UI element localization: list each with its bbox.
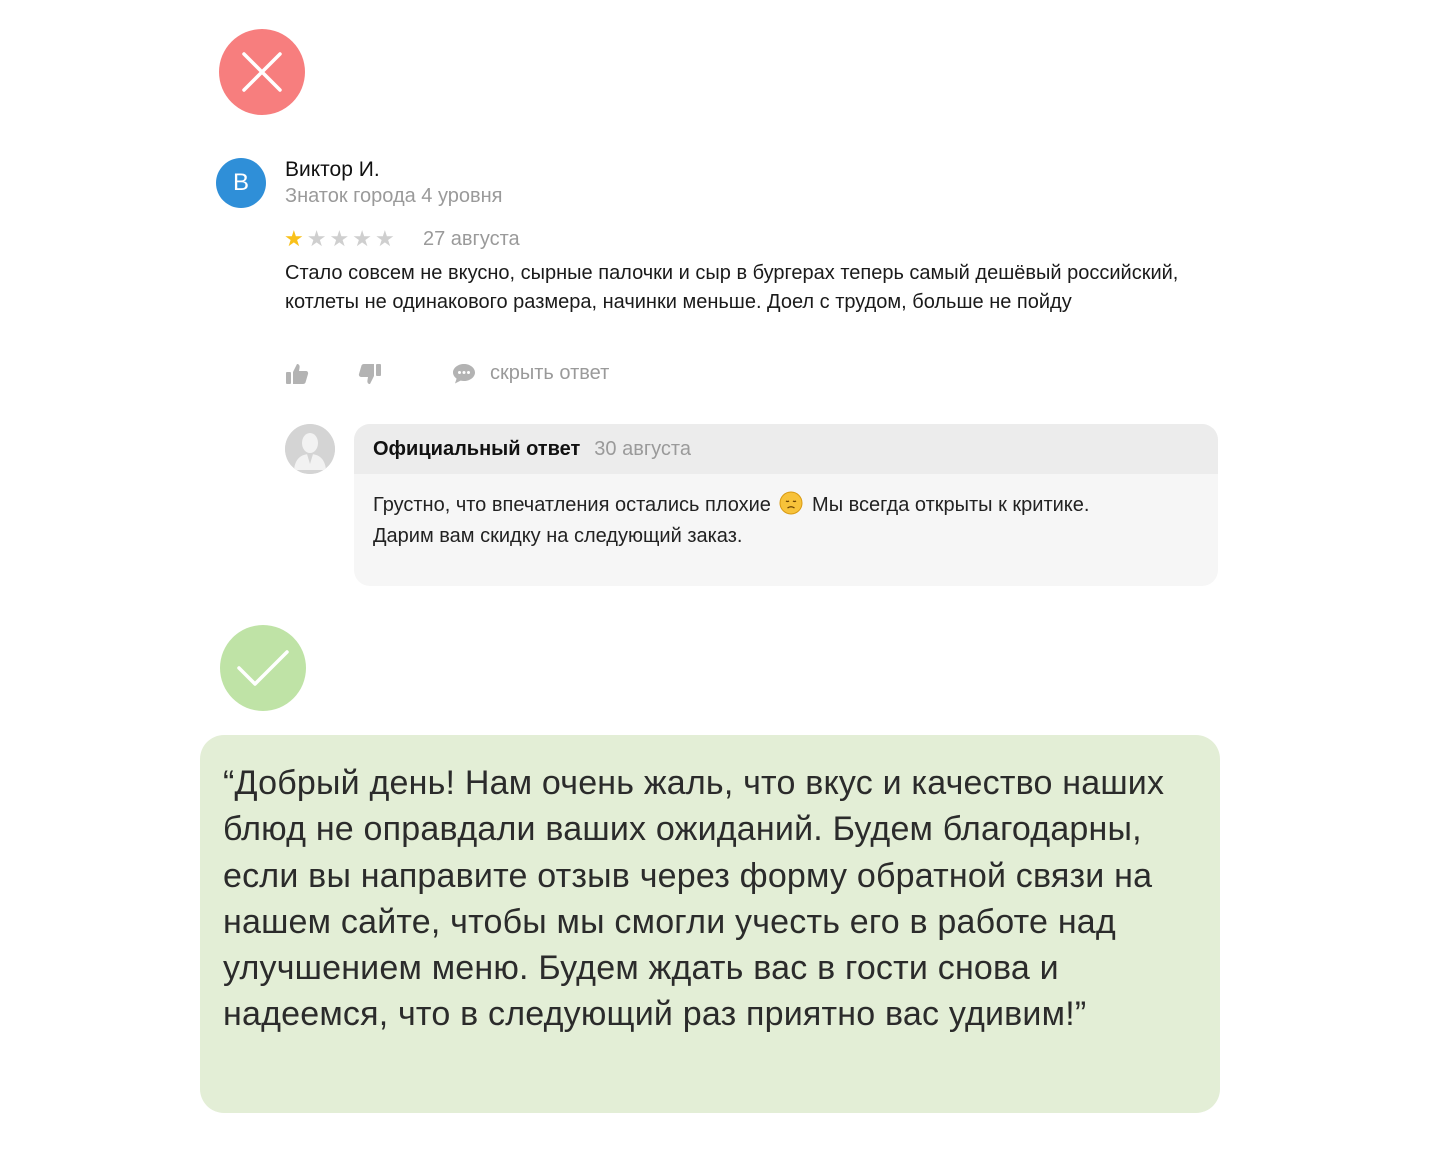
star-rating: [284, 227, 395, 251]
user-silhouette-icon: [285, 424, 335, 474]
owner-avatar: [285, 424, 335, 474]
author-level: Знаток города 4 уровня: [285, 185, 503, 207]
official-reply-title: Официальный ответ: [373, 437, 581, 460]
check-icon: [235, 648, 291, 688]
cross-icon: [240, 50, 284, 94]
thumbs-down-icon: [358, 362, 382, 386]
star-icon-filled: ★: [284, 226, 304, 251]
thumbs-up-icon: [285, 362, 309, 386]
dislike-button[interactable]: [358, 362, 382, 391]
like-button[interactable]: [285, 362, 309, 391]
comment-icon: [452, 363, 476, 385]
suggested-reply-card: [200, 735, 1220, 1113]
star-icon-empty: ★: [352, 226, 372, 251]
star-icon-empty: ★: [374, 226, 395, 251]
official-reply-text-part2: Мы всегда открыты к критике.: [812, 494, 1090, 516]
author-avatar[interactable]: [216, 158, 266, 208]
star-icon-empty: ★: [329, 226, 350, 251]
official-reply-date: 30 августа: [594, 437, 691, 460]
review-date: 27 августа: [423, 228, 520, 250]
review-text: Стало совсем не вкусно, сырные палочки и сыр в бургерах теперь самый дешёвый российский, котлеты не одинакового размера, начинки меньше. Доел с трудом, больше не пойду: [285, 262, 1179, 313]
star-icon-empty: ★: [306, 226, 327, 251]
suggested-reply-text: “Добрый день! Нам очень жаль, что вкус и качество наших блюд не оправдали ваших ожиданий. Будем благодарны, если вы направите отзыв через форму обратной связи на нашем сайте, чтобы мы смогли учесть его в работе над улучшением меню. Будем ждать вас в гости снова и надеемся, что в следующий раз приятно вас удивим!”: [223, 764, 1165, 1034]
official-reply-header: [354, 424, 1218, 474]
avatar-letter: В: [232, 169, 249, 196]
hide-reply-button[interactable]: [452, 362, 609, 385]
author-name[interactable]: Виктор И.: [285, 158, 380, 181]
official-reply-text: [354, 474, 1218, 568]
official-reply-text-line2: Дарим вам скидку на следующий заказ.: [373, 525, 743, 547]
bad-example-marker: [219, 29, 305, 115]
sad-face-emoji-icon: [779, 491, 803, 515]
official-reply-card: [354, 424, 1218, 586]
hide-reply-label: скрыть ответ: [490, 362, 610, 384]
good-example-marker: [220, 625, 306, 711]
official-reply-text-part1: Грустно, что впечатления остались плохие: [373, 494, 771, 516]
